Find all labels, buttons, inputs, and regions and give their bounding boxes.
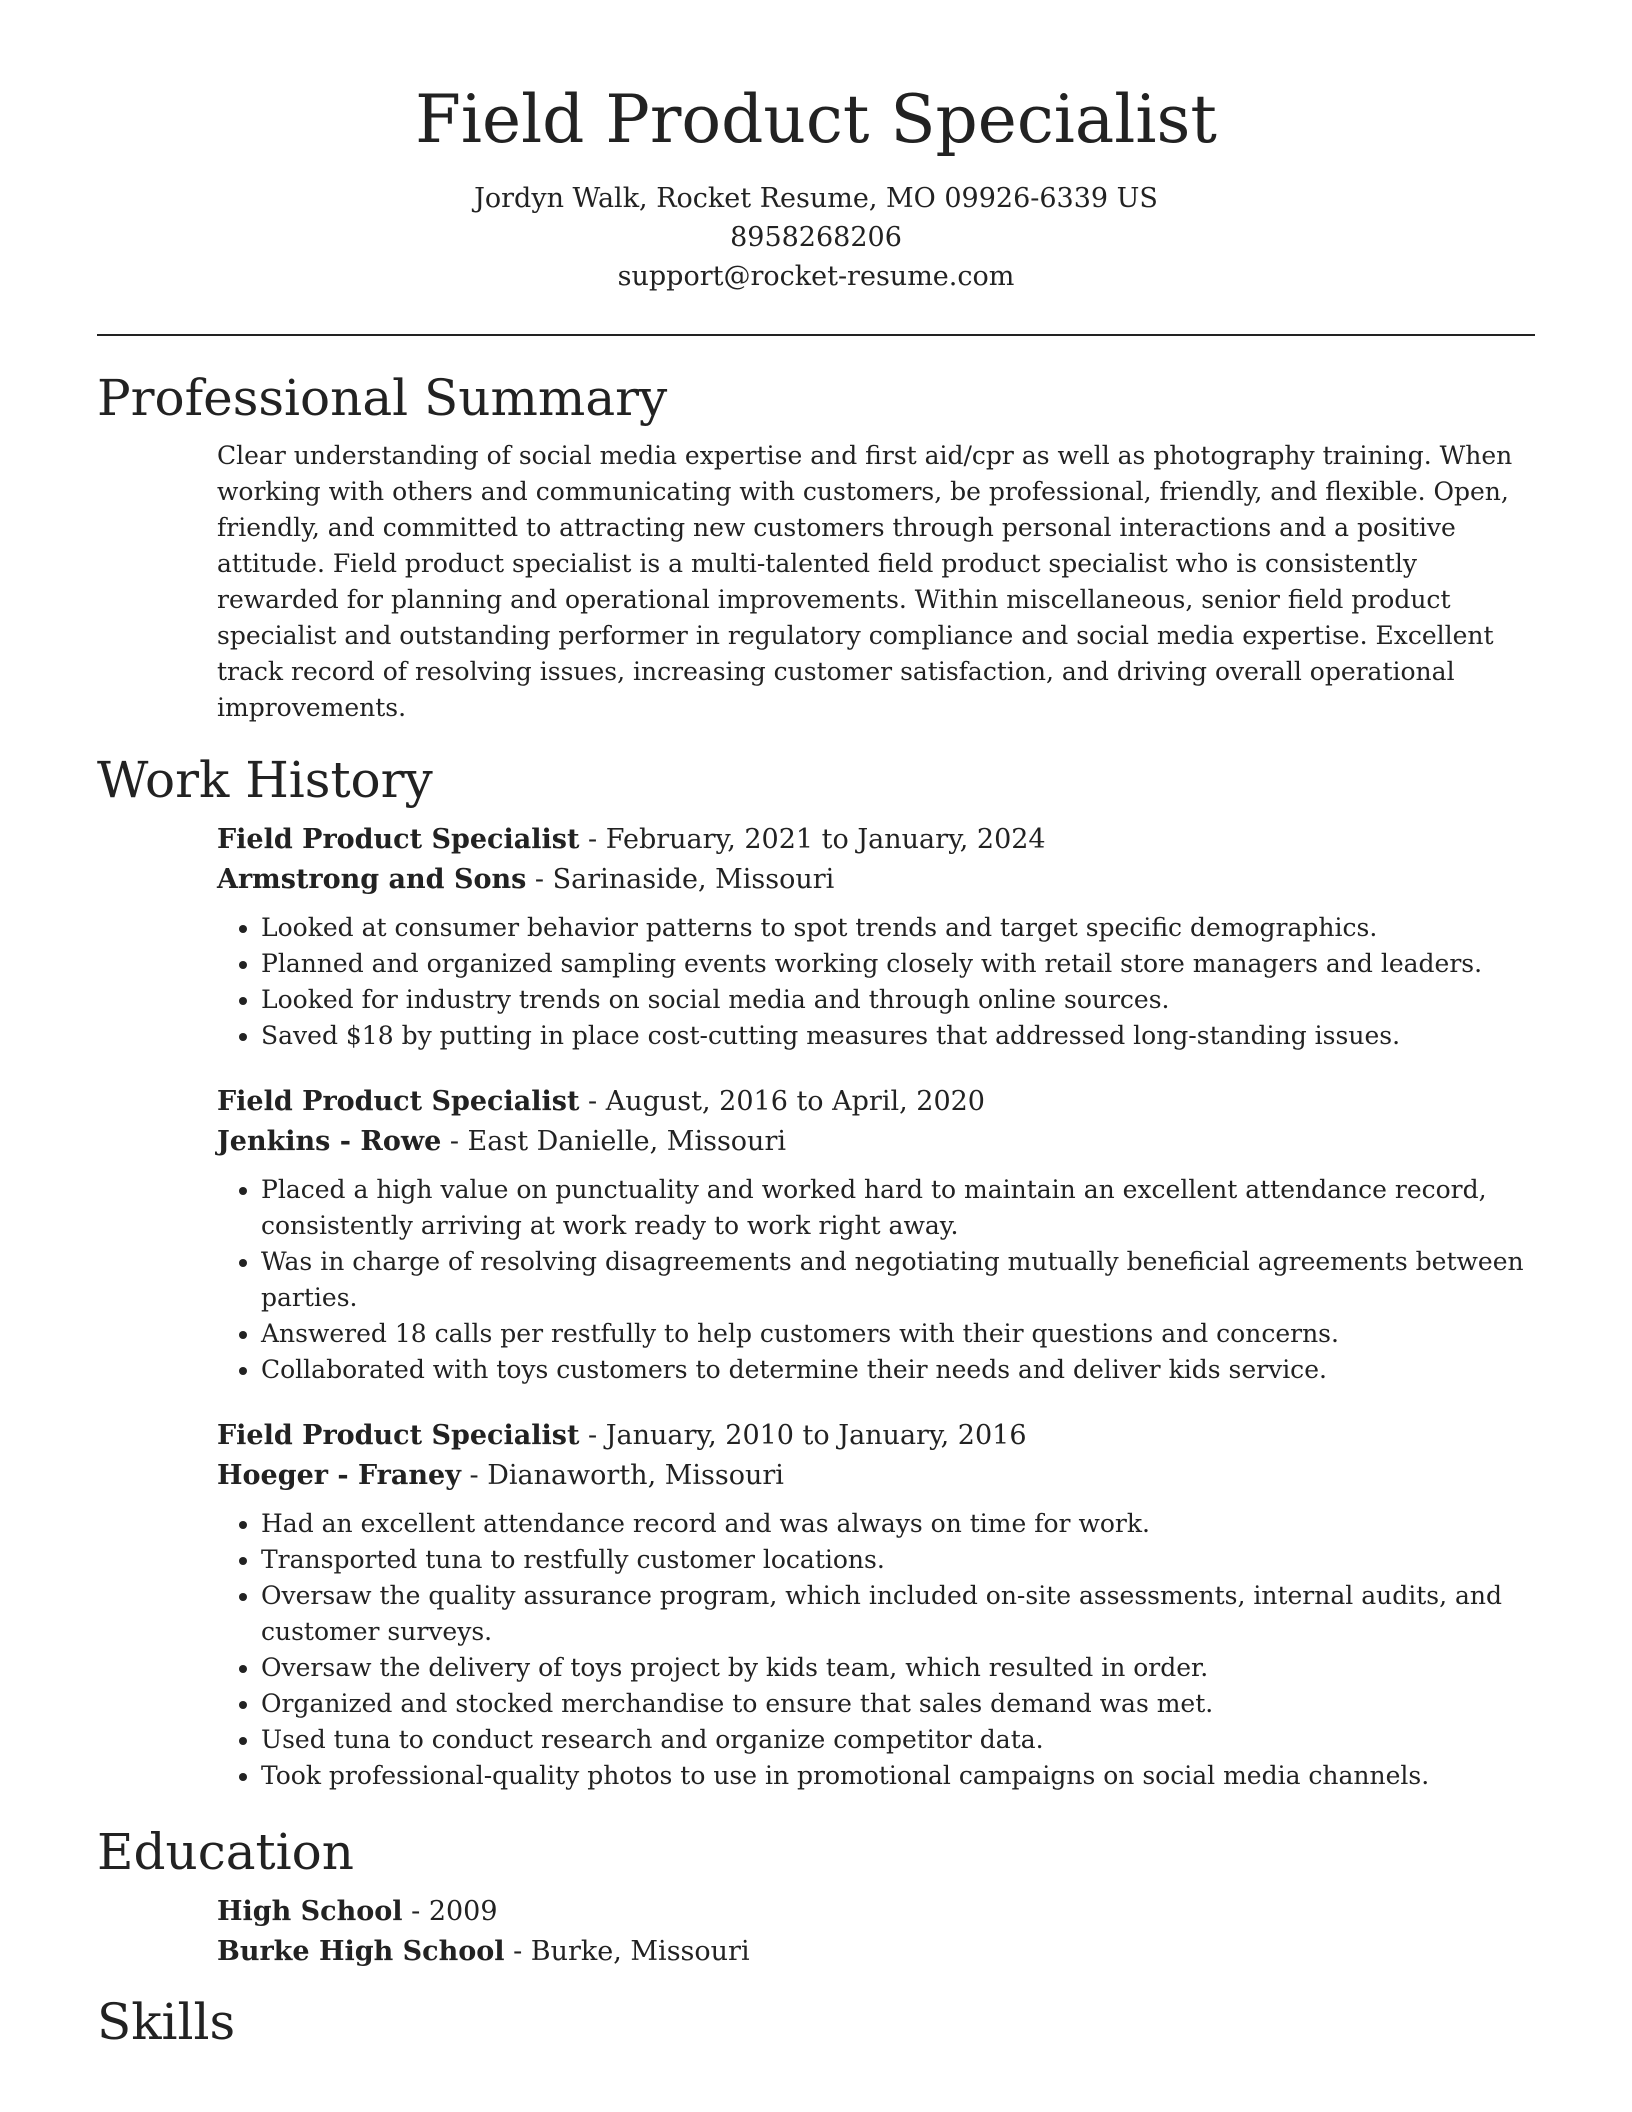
job-dates: - August, 2016 to April, 2020 [579,1086,985,1118]
job-bullets [217,1172,1535,1388]
education-entry [217,1892,1535,1972]
email: support@rocket-resume.com [617,261,1015,293]
resume-header [97,80,1535,296]
graduation-year: - 2009 [402,1896,498,1928]
job-company: Jenkins - Rowe [217,1126,442,1158]
job-company-line [217,1456,1535,1496]
degree: High School [217,1896,403,1928]
list-item: • Transported tuna to restfully customer locations. [261,1542,1535,1578]
school-line [217,1932,1535,1972]
job-role: Field Product Specialist [217,1086,580,1118]
summary-title: Professional Summary [97,369,668,428]
list-item: • Answered 18 calls per restfully to help customers with their questions and concerns. [261,1316,1535,1352]
header-divider [97,334,1535,336]
job-dates: - January, 2010 to January, 2016 [579,1420,1027,1452]
resume-title: Field Product Specialist [415,81,1217,158]
job-role: Field Product Specialist [217,1420,580,1452]
work-history-section [97,750,1535,1794]
phone: 8958268206 [730,222,902,254]
education-title: Education [97,1823,354,1882]
skills-title: Skills [97,1993,236,2052]
address: Jordyn Walk, Rocket Resume, MO 09926-6339 US [474,183,1158,215]
school-location: - Burke, Missouri [504,1936,750,1968]
list-item: • Took professional-quality photos to use in promotional campaigns on social media channels. [261,1758,1535,1794]
list-item: • Placed a high value on punctuality and worked hard to maintain an excellent attendance record, consistently arriving at work ready to work right away. [261,1172,1535,1244]
job-company: Armstrong and Sons [217,864,527,896]
job-role-line [217,1082,1535,1122]
education-section [97,1822,1535,1972]
list-item: • Was in charge of resolving disagreements and negotiating mutually beneficial agreements between parties. [261,1244,1535,1316]
job-role-line [217,1416,1535,1456]
job-entry [217,820,1535,1054]
list-item: • Oversaw the delivery of toys project by kids team, which resulted in order. [261,1650,1535,1686]
list-item: • Organized and stocked merchandise to ensure that sales demand was met. [261,1686,1535,1722]
job-dates: - February, 2021 to January, 2024 [579,824,1046,856]
degree-line [217,1892,1535,1932]
job-company-line [217,1122,1535,1162]
work-history-title: Work History [97,751,433,810]
job-entry [217,1416,1535,1794]
list-item: • Collaborated with toys customers to determine their needs and deliver kids service. [261,1352,1535,1388]
list-item: • Saved $18 by putting in place cost-cutting measures that addressed long-standing issues. [261,1018,1535,1054]
list-item: • Looked at consumer behavior patterns to spot trends and target specific demographics. [261,910,1535,946]
list-item: • Oversaw the quality assurance program, which included on-site assessments, internal audits, and customer surveys. [261,1578,1535,1650]
list-item: • Used tuna to conduct research and organize competitor data. [261,1722,1535,1758]
list-item: • Had an excellent attendance record and was always on time for work. [261,1506,1535,1542]
skills-section [97,1992,1535,2052]
job-company-line [217,860,1535,900]
school-name: Burke High School [217,1936,505,1968]
summary-text: Clear understanding of social media expertise and first aid/cpr as well as photography training. When working with others and communicating with customers, be professional, friendly, and flexible. Open, friendly, and committed to attracting new customers through personal interactions and a positive attitude. Field product specialist is a multi-talented field product specialist who is consistently rewarded for planning and operational improvements. Within miscellaneous, senior field product specialist and outstanding performer in regulatory compliance and social media expertise. Excellent track record of resolving issues, increasing customer satisfaction, and driving overall operational improvements. [217,441,1513,723]
list-item: • Looked for industry trends on social media and through online sources. [261,982,1535,1018]
job-role-line [217,820,1535,860]
job-location: - Sarinaside, Missouri [526,864,835,896]
job-role: Field Product Specialist [217,824,580,856]
job-location: - East Danielle, Missouri [441,1126,786,1158]
job-bullets [217,1506,1535,1794]
job-location: - Dianaworth, Missouri [460,1460,784,1492]
job-bullets [217,910,1535,1054]
job-company: Hoeger - Franey [217,1460,461,1492]
summary-section [97,368,1535,726]
list-item: • Planned and organized sampling events working closely with retail store managers and leaders. [261,946,1535,982]
job-entry [217,1082,1535,1388]
